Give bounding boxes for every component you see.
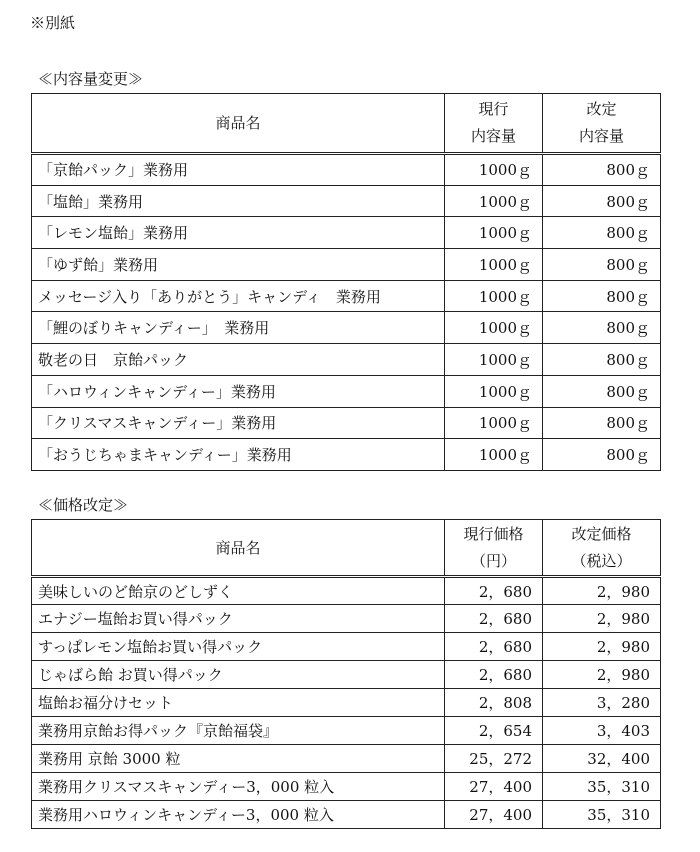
product-name-cell: 「ハロウィンキャンディー」業務用 <box>32 375 445 407</box>
revised-value-cell: 800ｇ <box>543 439 661 471</box>
current-value-cell: 1000ｇ <box>445 185 543 217</box>
product-name-cell: 業務用クリスマスキャンディー3，000 粒入 <box>32 773 445 801</box>
table-row <box>32 439 661 471</box>
product-name-cell: 「京飴パック」業務用 <box>32 154 445 186</box>
price-change-title: ≪価格改定≫ <box>38 496 129 514</box>
product-name-cell: 塩飴お福分けセット <box>32 689 445 717</box>
revised-value-cell: 3，403 <box>543 717 661 745</box>
product-name-cell: 美味しいのど飴京のどしずく <box>32 577 445 605</box>
current-value-cell: 1000ｇ <box>445 375 543 407</box>
table-row <box>32 280 661 312</box>
product-name-cell: 敬老の日 京飴パック <box>32 344 445 376</box>
product-name-cell: じゃばら飴 お買い得パック <box>32 661 445 689</box>
capacity-change-table <box>31 93 661 471</box>
table-header-row <box>32 94 661 154</box>
price-change-table <box>31 519 661 829</box>
current-value-cell: 2，654 <box>445 717 543 745</box>
revised-value-cell: 32，400 <box>543 745 661 773</box>
product-name-cell: 「レモン塩飴」業務用 <box>32 217 445 249</box>
revised-value-cell: 800ｇ <box>543 375 661 407</box>
product-name-cell: 業務用 京飴 3000 粒 <box>32 745 445 773</box>
revised-value-cell: 3，280 <box>543 689 661 717</box>
product-name-cell: 業務用京飴お得パック『京飴福袋』 <box>32 717 445 745</box>
table-row <box>32 745 661 773</box>
current-value-cell: 27，400 <box>445 773 543 801</box>
current-value-cell: 2，680 <box>445 633 543 661</box>
header-product-name: 商品名 <box>32 520 445 577</box>
revised-value-cell: 800ｇ <box>543 280 661 312</box>
table-row <box>32 689 661 717</box>
table-row <box>32 773 661 801</box>
table-header-row <box>32 520 661 577</box>
revised-value-cell: 800ｇ <box>543 154 661 186</box>
current-value-cell: 2，808 <box>445 689 543 717</box>
current-value-cell: 2，680 <box>445 661 543 689</box>
product-name-cell: 「ゆず飴」業務用 <box>32 249 445 281</box>
current-value-cell: 2，680 <box>445 577 543 605</box>
table-row <box>32 407 661 439</box>
current-value-cell: 1000ｇ <box>445 249 543 281</box>
revised-value-cell: 2，980 <box>543 661 661 689</box>
table-row <box>32 633 661 661</box>
header-revised-capacity: 改定 内容量 <box>543 94 661 154</box>
revised-value-cell: 35，310 <box>543 773 661 801</box>
product-name-cell: 「鯉のぼりキャンディー」 業務用 <box>32 312 445 344</box>
attachment-note: ※別紙 <box>30 14 76 32</box>
revised-value-cell: 800ｇ <box>543 407 661 439</box>
product-name-cell: 「おうじちゃまキャンディー」業務用 <box>32 439 445 471</box>
header-current-price: 現行価格 （円） <box>445 520 543 577</box>
revised-value-cell: 800ｇ <box>543 249 661 281</box>
table-row <box>32 375 661 407</box>
current-value-cell: 1000ｇ <box>445 154 543 186</box>
current-value-cell: 1000ｇ <box>445 280 543 312</box>
table-row <box>32 605 661 633</box>
revised-value-cell: 35，310 <box>543 801 661 829</box>
table-row <box>32 344 661 376</box>
product-name-cell: 「塩飴」業務用 <box>32 185 445 217</box>
current-value-cell: 27，400 <box>445 801 543 829</box>
capacity-change-title: ≪内容量変更≫ <box>38 70 144 88</box>
revised-value-cell: 2，980 <box>543 633 661 661</box>
revised-value-cell: 800ｇ <box>543 312 661 344</box>
current-value-cell: 1000ｇ <box>445 407 543 439</box>
table-row <box>32 217 661 249</box>
product-name-cell: エナジー塩飴お買い得パック <box>32 605 445 633</box>
table-row <box>32 154 661 186</box>
current-value-cell: 1000ｇ <box>445 439 543 471</box>
table-row <box>32 661 661 689</box>
table-row <box>32 185 661 217</box>
current-value-cell: 2，680 <box>445 605 543 633</box>
table-row <box>32 801 661 829</box>
header-revised-price: 改定価格 （税込） <box>543 520 661 577</box>
product-name-cell: 「クリスマスキャンディー」業務用 <box>32 407 445 439</box>
header-current-capacity: 現行 内容量 <box>445 94 543 154</box>
revised-value-cell: 800ｇ <box>543 217 661 249</box>
table-row <box>32 249 661 281</box>
current-value-cell: 1000ｇ <box>445 217 543 249</box>
table-row <box>32 717 661 745</box>
header-product-name: 商品名 <box>32 94 445 154</box>
revised-value-cell: 800ｇ <box>543 185 661 217</box>
current-value-cell: 1000ｇ <box>445 312 543 344</box>
current-value-cell: 25，272 <box>445 745 543 773</box>
revised-value-cell: 800ｇ <box>543 344 661 376</box>
product-name-cell: すっぱレモン塩飴お買い得パック <box>32 633 445 661</box>
revised-value-cell: 2，980 <box>543 605 661 633</box>
table-row <box>32 577 661 605</box>
revised-value-cell: 2，980 <box>543 577 661 605</box>
product-name-cell: 業務用ハロウィンキャンディー3，000 粒入 <box>32 801 445 829</box>
table-row <box>32 312 661 344</box>
current-value-cell: 1000ｇ <box>445 344 543 376</box>
product-name-cell: メッセージ入り「ありがとう」キャンディ 業務用 <box>32 280 445 312</box>
